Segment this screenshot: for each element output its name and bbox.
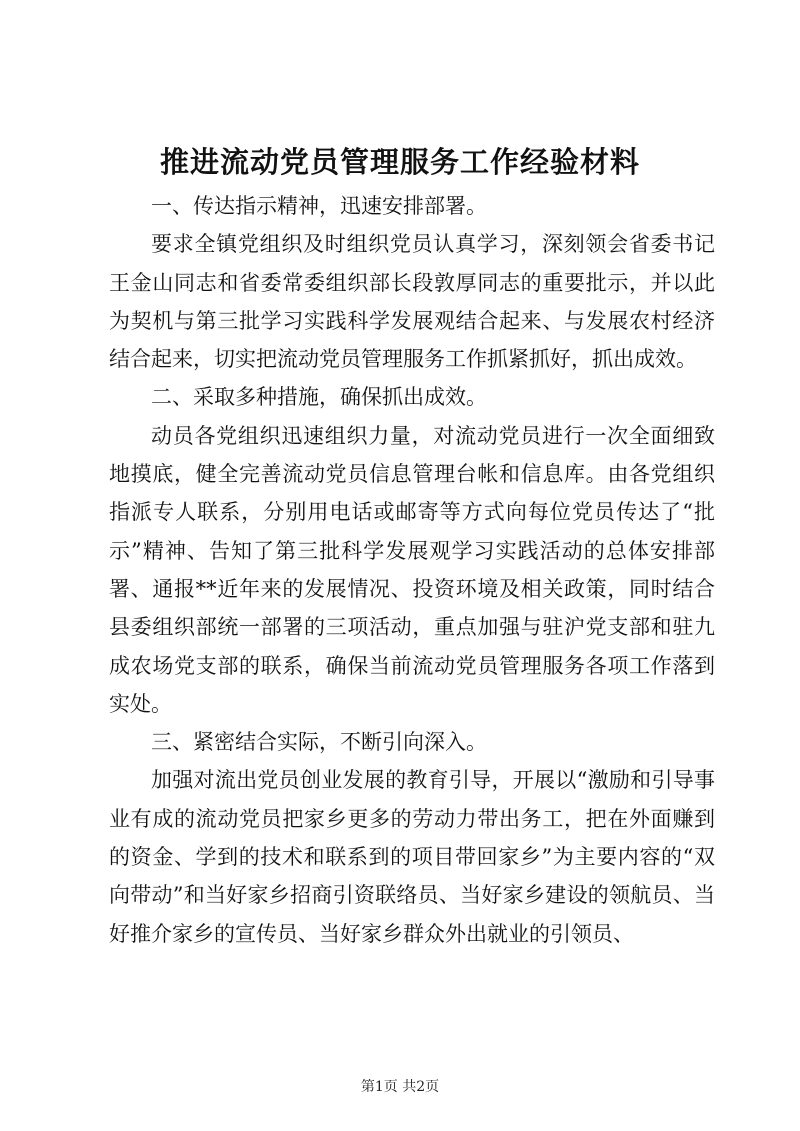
paragraph-1: 要求全镇党组织及时组织党员认真学习，深刻领会省委书记王金山同志和省委常委组织部长段敦厚同志的重要批示，并以此为契机与第三批学习实践科学发展观结合起来、与发展农村经济结合起来，切实把流动党员管理服务工作抓紧抓好，抓出成效。 — [109, 232, 715, 372]
section-heading-3: 三、紧密结合实际，不断引向深入。 — [151, 730, 487, 755]
page-footer: 第1页 共2页 — [360, 1079, 440, 1095]
paragraph-2: 动员各党组织迅速组织力量，对流动党员进行一次全面细致地摸底，健全完善流动党员信息管理台帐和信息库。由各党组织指派专人联系，分别用电话或邮寄等方式向每位党员传达了“批示”精神、告知了第三批科学发展观学习实践活动的总体安排部署、通报**近年来的发展情况、投资环境及相关政策，同时结合县委组织部统一部署的三项活动，重点加强与驻沪党支部和驻九成农场党支部的联系，确保当前流动党员管理服务各项工作落到实处。 — [109, 423, 715, 716]
document-body — [109, 187, 715, 953]
section-heading-1: 一、传达指示精神，迅速安排部署。 — [151, 194, 487, 218]
section-heading-2: 二、采取多种措施，确保抓出成效。 — [151, 385, 487, 410]
paragraph-3: 加强对流出党员创业发展的教育引导，开展以“激励和引导事业有成的流动党员把家乡更多的劳动力带出务工，把在外面赚到的资金、学到的技术和联系到的项目带回家乡”为主要内容的“双向带动”和当好家乡招商引资联络员、当好家乡建设的领航员、当好推介家乡的宣传员、当好家乡群众外出就业的引领员、 — [109, 768, 715, 946]
document-title: 推进流动党员管理服务工作经验材料 — [159, 145, 640, 179]
